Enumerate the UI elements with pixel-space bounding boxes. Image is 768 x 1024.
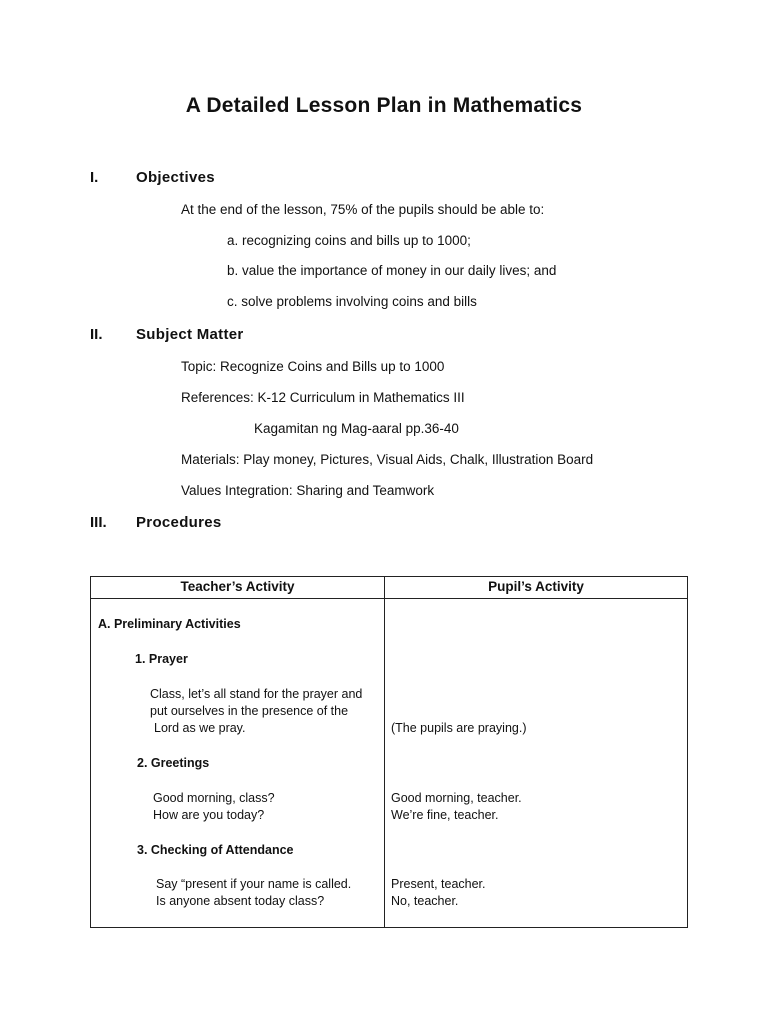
- procedures-table: [90, 576, 688, 928]
- table-column-divider: [384, 577, 385, 927]
- section-title-objectives: Objectives: [136, 169, 215, 186]
- objective-item: a. recognizing coins and bills up to 1000;: [227, 233, 471, 248]
- header-pupils-activity: Pupil’s Activity: [488, 579, 584, 594]
- objectives-intro: At the end of the lesson, 75% of the pupils should be able to:: [181, 202, 545, 217]
- objective-item: b. value the importance of money in our daily lives; and: [227, 263, 557, 278]
- teacher-prayer-line: Lord as we pray.: [154, 721, 246, 735]
- teacher-greetings-heading: 2. Greetings: [137, 756, 210, 770]
- teacher-attendance-heading: 3. Checking of Attendance: [137, 843, 294, 857]
- subject-references: References: K-12 Curriculum in Mathematics III: [181, 390, 465, 405]
- subject-values-integration: Values Integration: Sharing and Teamwork: [181, 483, 435, 498]
- teacher-prayer-heading: 1. Prayer: [135, 652, 188, 666]
- subject-references-continued: Kagamitan ng Mag-aaral pp.36-40: [254, 421, 459, 436]
- teacher-greetings-line: How are you today?: [153, 808, 265, 822]
- teacher-prayer-line: Class, let’s all stand for the prayer and: [150, 687, 363, 701]
- header-teachers-activity: Teacher’s Activity: [180, 579, 295, 594]
- pupil-greetings-line: Good morning, teacher.: [391, 791, 522, 805]
- teacher-attendance-line: Say “present if your name is called.: [156, 877, 352, 891]
- document-title: A Detailed Lesson Plan in Mathematics: [185, 94, 583, 117]
- teacher-preliminary-activities: A. Preliminary Activities: [98, 617, 241, 631]
- section-number-subject-matter: II.: [90, 326, 103, 343]
- section-title-subject-matter: Subject Matter: [136, 326, 244, 343]
- pupil-attendance-line: Present, teacher.: [391, 877, 486, 891]
- pupil-greetings-line: We’re fine, teacher.: [391, 808, 499, 822]
- subject-materials: Materials: Play money, Pictures, Visual Aids, Chalk, Illustration Board: [181, 452, 594, 467]
- subject-topic: Topic: Recognize Coins and Bills up to 1000: [181, 359, 445, 374]
- table-header-divider: [91, 598, 687, 599]
- teacher-prayer-line: put ourselves in the presence of the: [150, 704, 349, 718]
- section-title-procedures: Procedures: [136, 514, 222, 531]
- teacher-attendance-line: Is anyone absent today class?: [156, 894, 325, 908]
- section-number-objectives: I.: [90, 169, 99, 186]
- teacher-greetings-line: Good morning, class?: [153, 791, 275, 805]
- pupil-prayer-response: (The pupils are praying.): [391, 721, 527, 735]
- section-number-procedures: III.: [90, 514, 107, 531]
- pupil-attendance-line: No, teacher.: [391, 894, 459, 908]
- objective-item: c. solve problems involving coins and bills: [227, 294, 477, 309]
